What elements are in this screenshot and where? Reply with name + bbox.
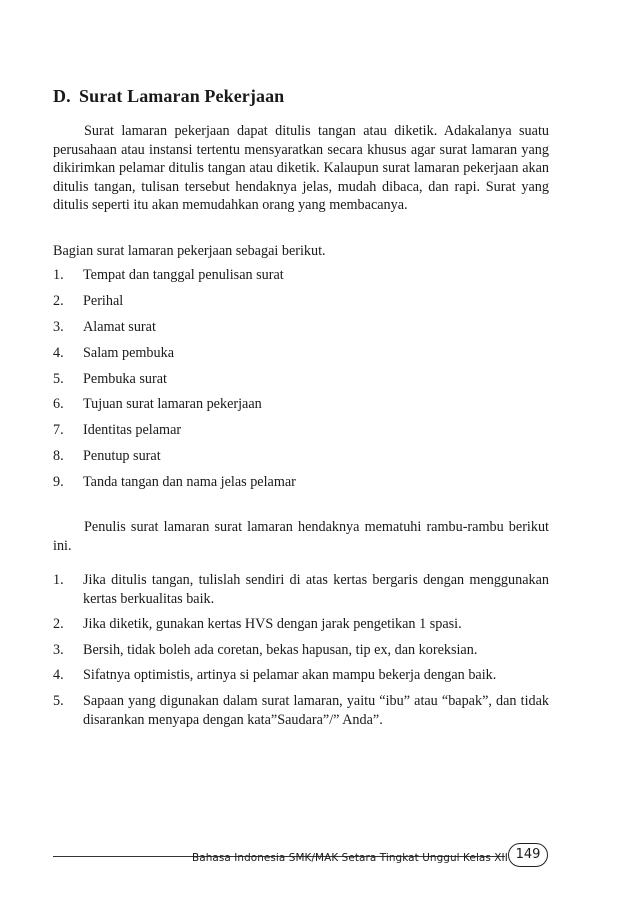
section-heading (53, 86, 553, 107)
section-letter: D. (53, 86, 71, 106)
list-item (53, 571, 549, 608)
list-item (53, 473, 549, 499)
list-number: 1. (53, 267, 64, 283)
list-number: 4. (53, 667, 64, 684)
section-title: Surat Lamaran Pekerjaan (79, 86, 285, 106)
list-item (53, 344, 549, 370)
list-item (53, 292, 549, 318)
list-text: Pembuka surat (83, 370, 167, 387)
list-text: Sapaan yang digunakan dalam surat lamaran, yaitu “ibu” atau “bapak”, dan tidak disarankan menyapa dengan kata”Saudara”/” Anda”. (83, 692, 549, 728)
parts-intro: Bagian surat lamaran pekerjaan sebagai berikut. (53, 243, 326, 259)
list-item (53, 666, 549, 685)
list-item (53, 370, 549, 396)
list-item (53, 447, 549, 473)
list-number: 4. (53, 344, 64, 361)
parts-list (53, 266, 549, 499)
list-number: 2. (53, 292, 64, 309)
list-number: 7. (53, 422, 64, 439)
list-number: 2. (53, 616, 64, 633)
list-text: Tanda tangan dan nama jelas pelamar (83, 474, 296, 491)
list-item (53, 395, 549, 421)
list-text: Tujuan surat lamaran pekerjaan (83, 396, 262, 413)
list-number: 5. (53, 692, 64, 709)
intro-paragraph: Surat lamaran pekerjaan dapat ditulis tangan atau diketik. Adakalanya suatu perusahaan atau instansi tertentu mensyaratkan secara khusus agar surat lamaran yang dikirimkan pelamar ditulis tangan atau diketik. Kalaupun surat lamaran pekerjaan akan ditulis tangan, tulisan tersebut hendaknya jelas, mudah dibaca, dan rapi. Surat yang ditulis seperti itu akan memudahkan orang yang membacanya. (53, 123, 549, 214)
footer-book-title: Bahasa Indonesia SMK/MAK Setara Tingkat Unggul Kelas XII (192, 852, 508, 864)
list-number: 8. (53, 448, 64, 465)
list-text: Sifatnya optimistis, artinya si pelamar akan mampu bekerja dengan baik. (83, 667, 497, 684)
list-number: 3. (53, 318, 64, 335)
list-number: 1. (53, 572, 64, 588)
list-item (53, 318, 549, 344)
list-number: 9. (53, 474, 64, 491)
list-text: Identitas pelamar (83, 422, 182, 439)
list-text: Bersih, tidak boleh ada coretan, bekas hapusan, tip ex, dan koreksian. (83, 641, 478, 658)
list-text: Jika ditulis tangan, tulislah sendiri di atas kertas bergaris dengan menggunakan kertas berkualitas baik. (83, 572, 549, 607)
page-number: 149 (508, 843, 548, 867)
list-item (53, 692, 549, 729)
list-item (53, 266, 549, 292)
list-number: 6. (53, 396, 64, 413)
list-text: Penutup surat (83, 448, 161, 465)
list-text: Salam pembuka (83, 344, 175, 361)
list-text: Jika diketik, gunakan kertas HVS dengan jarak pengetikan 1 spasi. (83, 616, 462, 633)
list-number: 5. (53, 370, 64, 387)
list-item (53, 641, 549, 660)
rules-paragraph: Penulis surat lamaran surat lamaran hendaknya mematuhi rambu-rambu berikut ini. (53, 519, 549, 554)
list-text: Tempat dan tanggal penulisan surat (83, 267, 284, 283)
list-text: Alamat surat (83, 318, 156, 335)
list-item (53, 615, 549, 634)
list-item (53, 421, 549, 447)
list-text: Perihal (83, 292, 124, 309)
rules-list (53, 571, 549, 736)
list-number: 3. (53, 641, 64, 658)
